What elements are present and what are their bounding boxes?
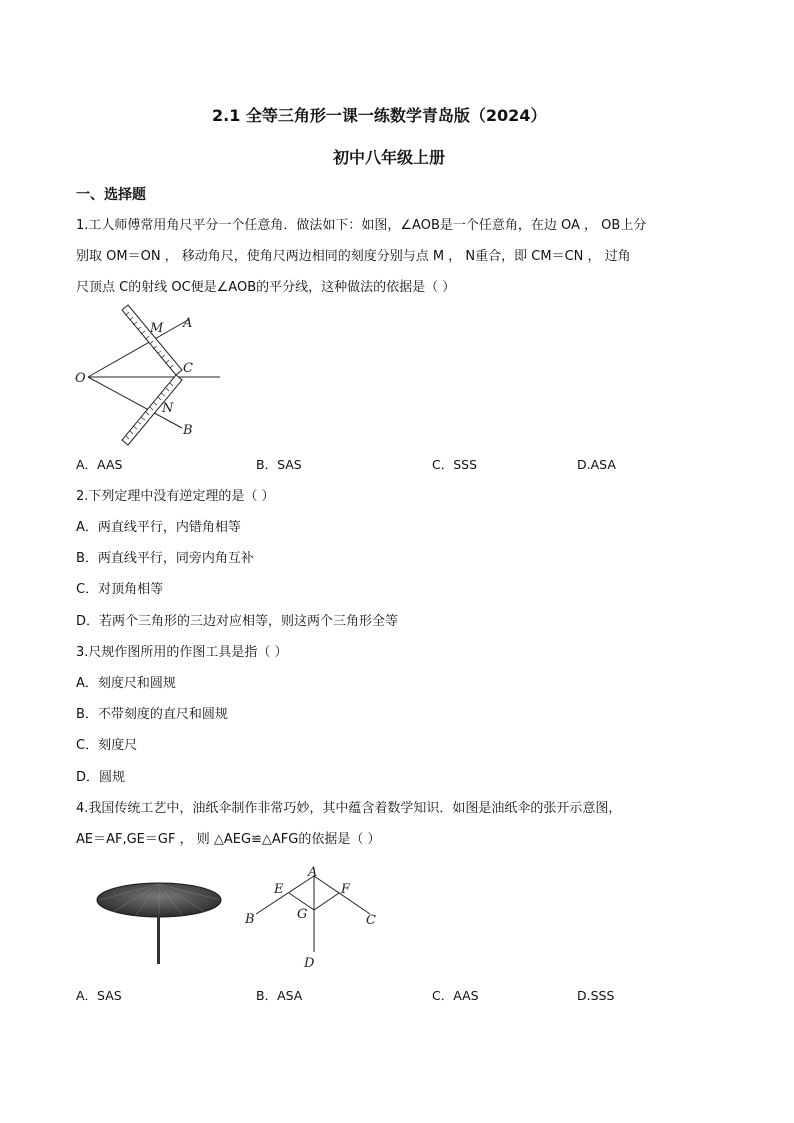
ruler-upper-arm	[122, 305, 182, 375]
q2-stem: 2.下列定理中没有逆定理的是（ ）	[76, 489, 275, 504]
q3-option-c[interactable]: C．刻度尺	[76, 738, 138, 753]
q4-option-b[interactable]: B．ASA	[256, 988, 303, 1003]
q3-stem: 3.尺规作图所用的作图工具是指（ ）	[76, 645, 288, 660]
point-b-label: B	[183, 423, 193, 438]
q1-option-d[interactable]: D.ASA	[577, 457, 616, 472]
q4-option-c[interactable]: C．AAS	[432, 988, 479, 1003]
point-n-label: N	[162, 401, 174, 416]
q2-option-b[interactable]: B．两直线平行，同旁内角互补	[76, 551, 254, 566]
q4-umbrella-diagram	[240, 862, 390, 974]
q1-option-a[interactable]: A．AAS	[76, 457, 123, 472]
point-a-label: A	[308, 865, 318, 880]
q2-option-c[interactable]: C．对顶角相等	[76, 582, 164, 597]
line-fg	[314, 893, 339, 910]
q1-stem-line2: 别取 OM＝ON ， 移动角尺，使角尺两边相同的刻度分别与点 M ， N重合，即 CM＝CN ， 过角	[76, 249, 631, 264]
q4-stem-line1: 4.我国传统工艺中，油纸伞制作非常巧妙，其中蕴含着数学知识．如图是油纸伞的张开示意图，	[76, 801, 622, 816]
q1-option-c[interactable]: C．SSS	[432, 457, 478, 472]
point-g-label: G	[297, 907, 308, 922]
point-m-label: M	[150, 321, 164, 336]
point-d-label: D	[304, 956, 315, 971]
point-o-label: O	[75, 371, 86, 386]
q1-option-b[interactable]: B．SAS	[256, 457, 302, 472]
q2-option-a[interactable]: A．两直线平行，内错角相等	[76, 520, 241, 535]
q3-option-b[interactable]: B．不带刻度的直尺和圆规	[76, 707, 228, 722]
point-e-label: E	[274, 882, 284, 897]
q1-angle-ruler-figure	[70, 300, 230, 450]
umbrella-handle	[157, 914, 160, 964]
q1-stem-line1: 1.工人师傅常用角尺平分一个任意角．做法如下：如图，∠AOB是一个任意角，在边 OA ， OB上分	[76, 218, 647, 233]
q4-stem-line2: AE＝AF,GE＝GF ， 则 △AEG≌△AFG的依据是（ ）	[76, 832, 381, 847]
q4-option-a[interactable]: A．SAS	[76, 988, 122, 1003]
point-b-label: B	[245, 912, 255, 927]
q3-option-a[interactable]: A．刻度尺和圆规	[76, 676, 176, 691]
q1-stem-line3: 尺顶点 C的射线 OC便是∠AOB的平分线，这种做法的依据是（ ）	[76, 280, 456, 295]
oil-paper-umbrella-image	[95, 872, 225, 967]
point-c-label: C	[183, 361, 193, 376]
section-heading: 一、选择题	[76, 187, 146, 203]
doc-title: 2.1 全等三角形一课一练数学青岛版（2024）	[212, 106, 547, 125]
doc-subtitle: 初中八年级上册	[333, 148, 446, 167]
q4-option-d[interactable]: D.SSS	[577, 988, 615, 1003]
point-a-label: A	[183, 316, 193, 331]
q3-option-d[interactable]: D．圆规	[76, 770, 126, 785]
q2-option-d[interactable]: D．若两个三角形的三边对应相等，则这两个三角形全等	[76, 614, 399, 629]
point-f-label: F	[341, 882, 351, 897]
point-c-label: C	[366, 913, 376, 928]
